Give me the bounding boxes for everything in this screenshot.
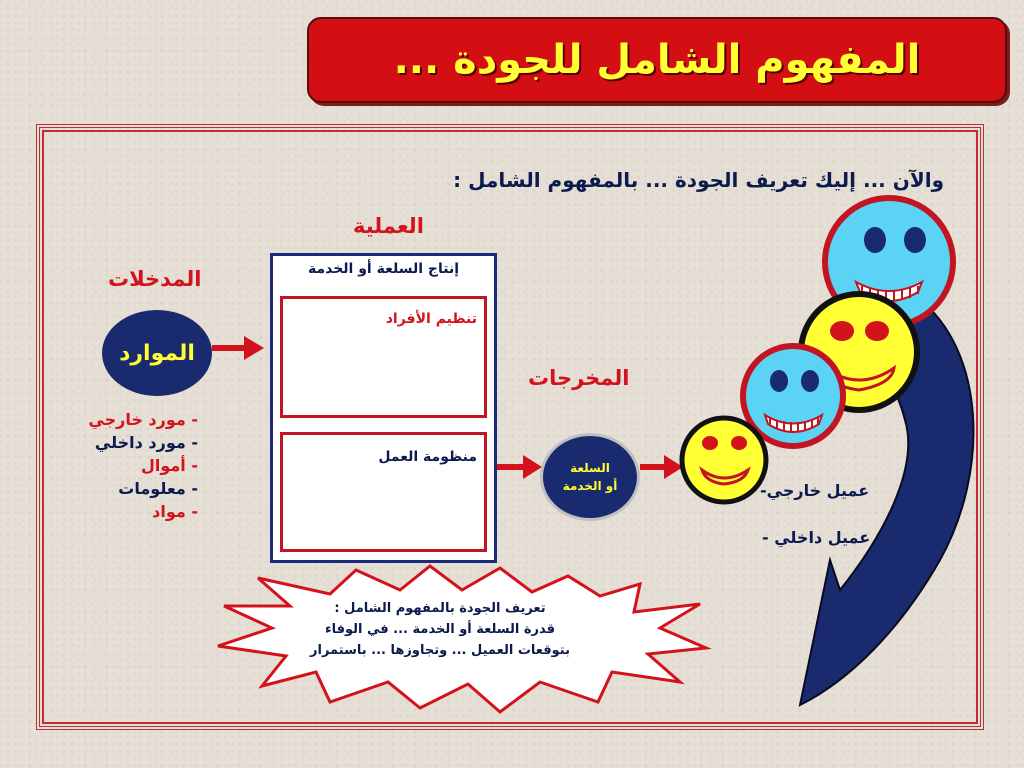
definition-text — [270, 598, 610, 661]
arrow-resources-to-process — [212, 336, 264, 360]
arrow-output-to-customer — [640, 455, 683, 479]
definition-line-2: قدرة السلعة أو الخدمة ... في الوفاء — [324, 622, 556, 637]
process-heading: العملية — [353, 214, 424, 238]
definition-line-1: تعريف الجودة بالمفهوم الشامل : — [334, 601, 546, 616]
input-item-4: - مواد — [152, 502, 198, 521]
input-item-0: - مورد خارجي — [88, 410, 198, 429]
face-yellow-small-icon — [682, 418, 766, 502]
work-system-label: منظومة العمل — [378, 449, 477, 465]
input-item-3: - معلومات — [118, 479, 198, 498]
external-customer-label: عميل خارجي- — [760, 481, 870, 500]
outputs-heading: المخرجات — [528, 366, 630, 390]
input-list — [58, 408, 198, 523]
page-title: المفهوم الشامل للجودة ... — [393, 37, 921, 83]
process-box-label: إنتاج السلعة أو الخدمة — [307, 261, 460, 277]
definition-line-3: بتوقعات العميل ... وتجاوزها ... باستمرار — [310, 643, 570, 658]
resources-node — [102, 310, 212, 396]
arrow-process-to-output — [497, 455, 542, 479]
output-line-2: أو الخدمة — [562, 479, 618, 493]
face-cyan-small-icon — [743, 346, 843, 446]
input-item-2: - أموال — [141, 456, 198, 475]
output-node — [540, 433, 640, 521]
resources-label: الموارد — [119, 340, 195, 366]
people-organization-label: تنظيم الأفراد — [385, 311, 477, 327]
input-item-1: - مورد داخلي — [94, 433, 198, 452]
inputs-heading: المدخلات — [108, 267, 202, 291]
internal-customer-label: عميل داخلي - — [762, 528, 871, 547]
output-line-1: السلعة — [570, 461, 610, 475]
intro-text: والآن ... إليك تعريف الجودة ... بالمفهوم الشامل : — [453, 168, 944, 192]
